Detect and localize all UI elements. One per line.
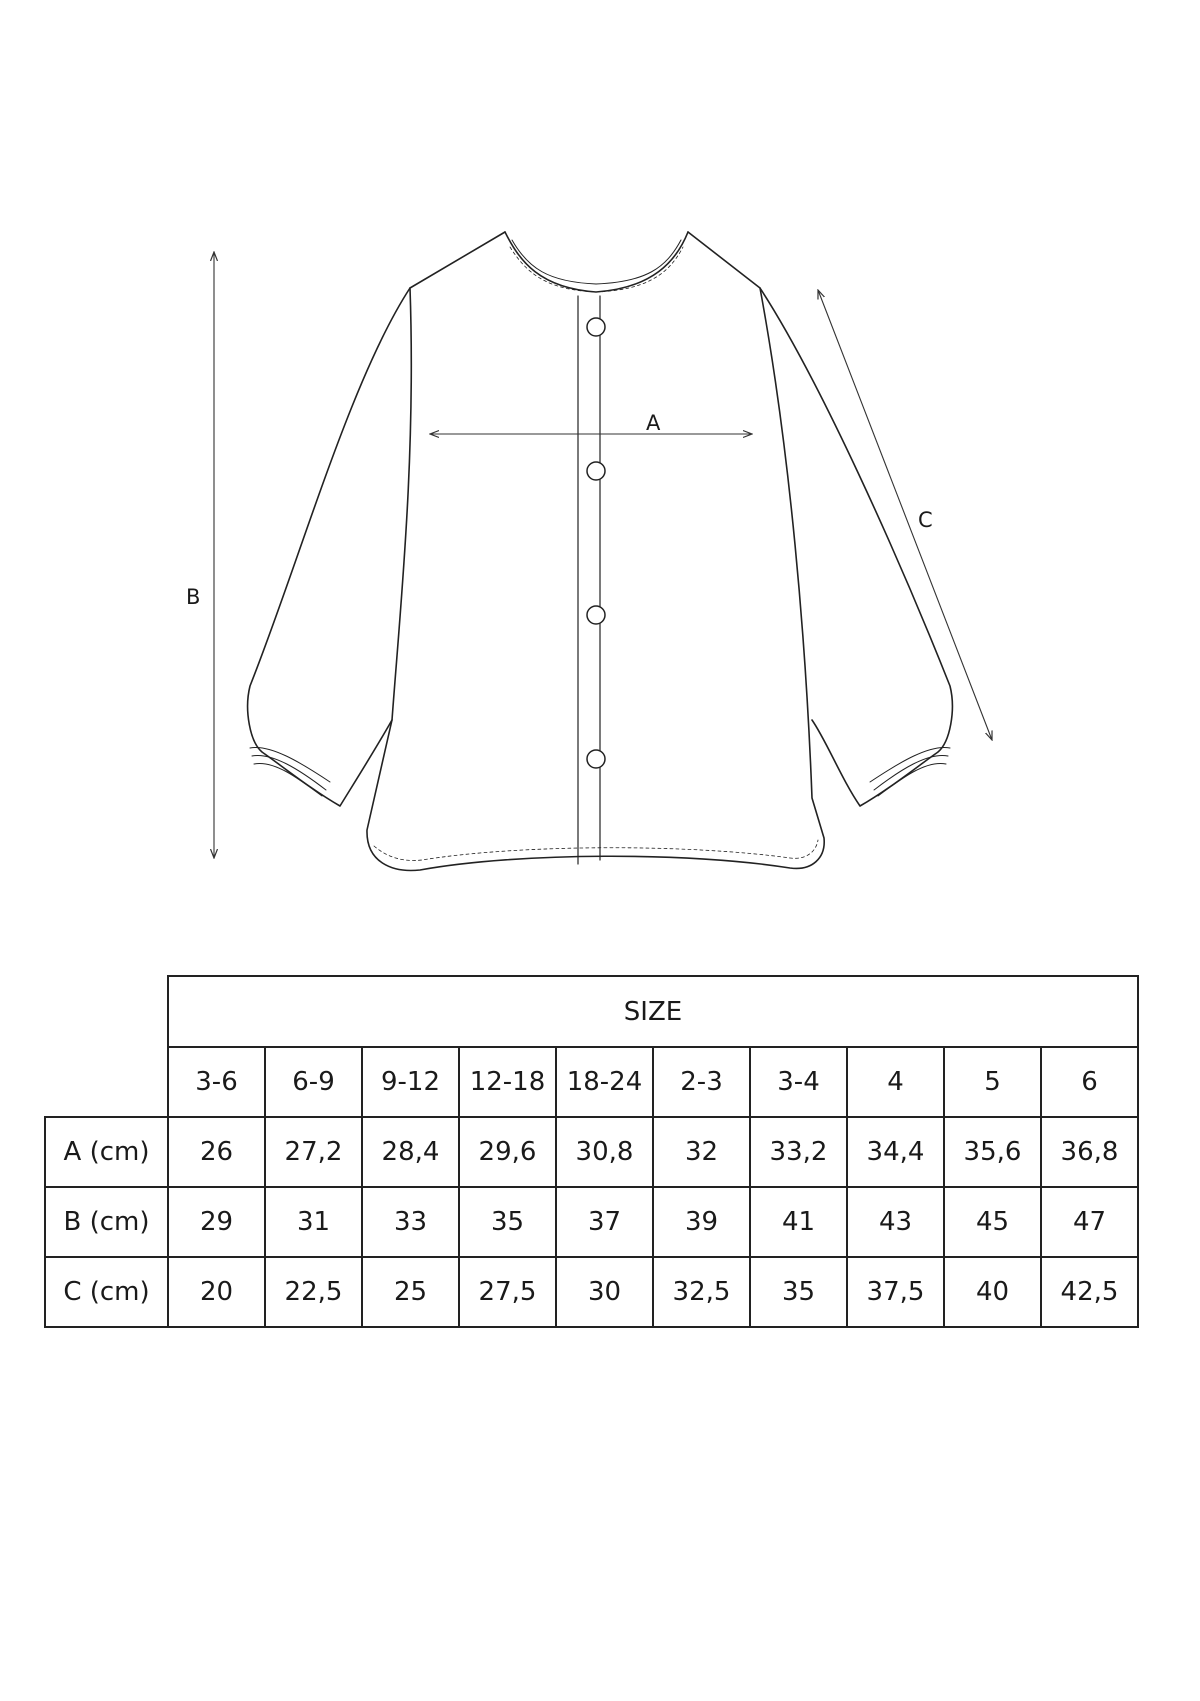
measurement-row-label: A (cm) (45, 1117, 168, 1187)
size-header-cell: 6 (1041, 1047, 1138, 1117)
neckline (505, 232, 688, 292)
measurement-value-cell: 33,2 (750, 1117, 847, 1187)
measurement-row-label: C (cm) (45, 1257, 168, 1327)
dimension-c-label: C (918, 508, 933, 532)
measurement-value-cell: 27,2 (265, 1117, 362, 1187)
size-header-cell: 2-3 (653, 1047, 750, 1117)
measurement-value-cell: 37,5 (847, 1257, 944, 1327)
size-header-row (45, 1047, 1138, 1117)
button-2 (587, 462, 605, 480)
table-corner-empty (45, 976, 168, 1117)
measurement-value-cell: 29 (168, 1187, 265, 1257)
hem-stitching (374, 840, 818, 860)
measurement-value-cell: 36,8 (1041, 1117, 1138, 1187)
measurement-value-cell: 28,4 (362, 1117, 459, 1187)
right-sleeve (760, 288, 952, 806)
measurement-value-cell: 30 (556, 1257, 653, 1327)
measurement-value-cell: 35,6 (944, 1117, 1041, 1187)
size-header-cell: 6-9 (265, 1047, 362, 1117)
size-header-cell: 4 (847, 1047, 944, 1117)
size-header-cell: 3-4 (750, 1047, 847, 1117)
measurement-value-cell: 32 (653, 1117, 750, 1187)
left-sleeve (248, 288, 410, 806)
size-table-title: SIZE (168, 976, 1138, 1047)
measurement-value-cell: 27,5 (459, 1257, 556, 1327)
measurement-value-cell: 30,8 (556, 1117, 653, 1187)
measurement-row (45, 1187, 1138, 1257)
dimension-c-line (818, 290, 992, 740)
size-header-cell: 3-6 (168, 1047, 265, 1117)
measurement-value-cell: 20 (168, 1257, 265, 1327)
button-1 (587, 318, 605, 336)
measurement-value-cell: 41 (750, 1187, 847, 1257)
dimension-b-label: B (186, 585, 201, 609)
measurement-row-label: B (cm) (45, 1187, 168, 1257)
measurement-row (45, 1117, 1138, 1187)
measurement-value-cell: 42,5 (1041, 1257, 1138, 1327)
neckline-stitching (510, 247, 683, 292)
measurement-value-cell: 32,5 (653, 1257, 750, 1327)
size-chart-table (44, 975, 1139, 1328)
measurement-value-cell: 29,6 (459, 1117, 556, 1187)
measurement-value-cell: 26 (168, 1117, 265, 1187)
size-header-cell: 12-18 (459, 1047, 556, 1117)
size-title-row (45, 976, 1138, 1047)
measurement-value-cell: 35 (750, 1257, 847, 1327)
measurement-value-cell: 22,5 (265, 1257, 362, 1327)
front-placket (578, 296, 600, 864)
button-3 (587, 606, 605, 624)
measurement-value-cell: 35 (459, 1187, 556, 1257)
dimension-a-label: A (646, 411, 661, 435)
measurement-value-cell: 34,4 (847, 1117, 944, 1187)
size-header-cell: 18-24 (556, 1047, 653, 1117)
measurement-value-cell: 43 (847, 1187, 944, 1257)
size-header-cell: 9-12 (362, 1047, 459, 1117)
measurement-value-cell: 47 (1041, 1187, 1138, 1257)
measurement-row (45, 1257, 1138, 1327)
measurement-value-cell: 33 (362, 1187, 459, 1257)
measurement-value-cell: 25 (362, 1257, 459, 1327)
measurement-value-cell: 45 (944, 1187, 1041, 1257)
button-4 (587, 750, 605, 768)
measurement-value-cell: 40 (944, 1257, 1041, 1327)
measurement-value-cell: 39 (653, 1187, 750, 1257)
measurement-value-cell: 37 (556, 1187, 653, 1257)
size-header-cell: 5 (944, 1047, 1041, 1117)
measurement-value-cell: 31 (265, 1187, 362, 1257)
